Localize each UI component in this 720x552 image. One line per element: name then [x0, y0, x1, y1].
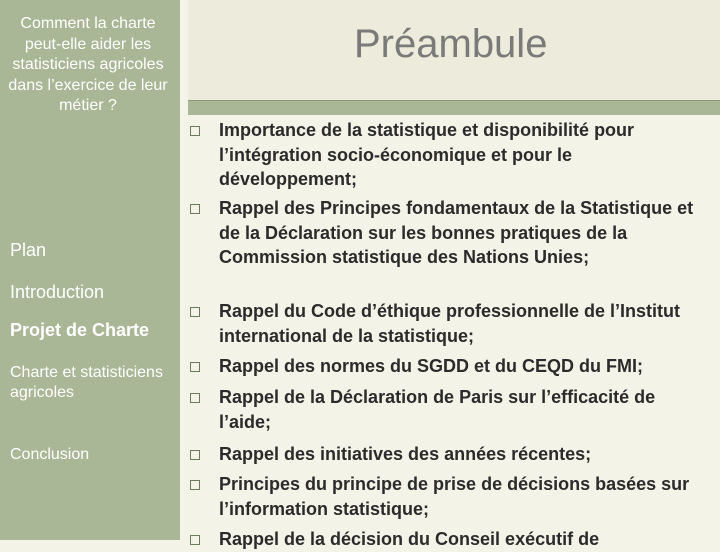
square-bullet-icon: [190, 535, 200, 545]
bullet-text: Rappel de la décision du Conseil exécutif de: [219, 529, 600, 549]
bullet-text: Importance de la statistique et disponibilité pour l’intégration socio-économique et pour le développement;: [219, 120, 635, 189]
square-bullet-icon: [190, 126, 200, 136]
square-bullet-icon: [190, 204, 200, 214]
bullet-text: Rappel du Code d’éthique professionnelle de l’Institut international de la statistique;: [219, 301, 681, 346]
square-bullet-icon: [190, 307, 200, 317]
slide-content: [180, 0, 720, 549]
bullet-text: Rappel des normes du SGDD et du CEQD du FMI;: [219, 356, 644, 376]
bullet-text: Principes du principe de prise de décisions basées sur l’information statistique;: [219, 474, 690, 519]
sidebar: [0, 0, 180, 540]
nav-item-conclusion[interactable]: Conclusion: [10, 446, 90, 463]
title-band: [188, 0, 720, 100]
square-bullet-icon: [190, 393, 200, 403]
square-bullet-icon: [190, 450, 200, 460]
bullet-text: Rappel des initiatives des années récentes;: [219, 444, 592, 464]
nav-item-introduction[interactable]: Introduction: [10, 282, 105, 302]
square-bullet-icon: [190, 480, 200, 490]
square-bullet-icon: [190, 362, 200, 372]
nav-item-plan[interactable]: Plan: [10, 240, 47, 260]
bullet-text: Rappel des Principes fondamentaux de la Statistique et de la Déclaration sur les bonnes pratiques de la Commission statistique des Nations Unies;: [219, 198, 694, 267]
bullet-text: Rappel de la Déclaration de Paris sur l’efficacité de l’aide;: [219, 387, 656, 432]
nav-item-charte-statisticiens[interactable]: Charte et statisticiens agricoles: [10, 364, 163, 401]
title-divider: [188, 100, 720, 115]
page-title: Préambule: [354, 22, 548, 66]
sidebar-title: Comment la charte peut-elle aider les statisticiens agricoles dans l’exercice de leur métier ?: [8, 15, 168, 114]
nav-item-projet-de-charte[interactable]: Projet de Charte: [10, 320, 150, 340]
